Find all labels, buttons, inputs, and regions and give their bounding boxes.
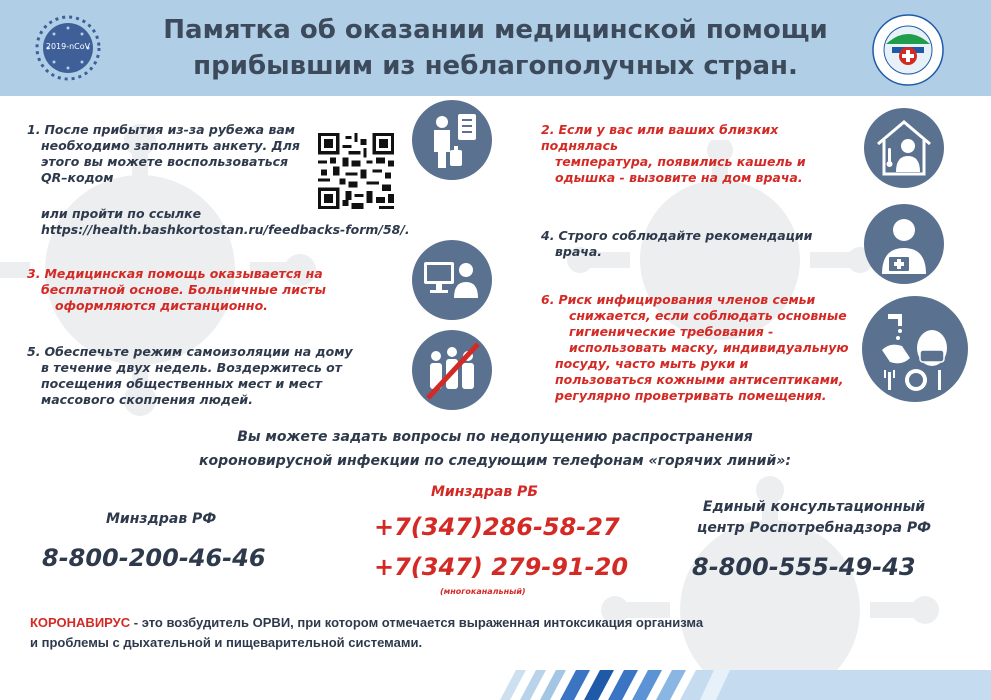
coronavirus-text-1: - это возбудитель ОРВИ, при котором отмечается выраженная интоксикация организма: [130, 615, 704, 630]
item-6: [541, 292, 861, 404]
item-5-line-2: в течение двух недель. Воздержитесь от: [41, 360, 343, 375]
coronavirus-note: [30, 613, 850, 653]
item-2-line-1: Если у вас или ваших близких поднялась: [541, 122, 779, 153]
minzdrav-rb-phone-1[interactable]: +7(347)286-58-27: [374, 513, 620, 541]
page-title: [130, 12, 861, 84]
item-1-line-3: этого вы можете воспользоваться: [41, 154, 289, 169]
item-1-number: 1.: [27, 122, 41, 137]
item-6-line-6: пользоваться кожными антисептиками,: [555, 372, 844, 387]
item-3-line-3: оформляются дистанционно.: [55, 298, 268, 313]
title-line-1: Памятка об оказании медицинской помощи: [163, 15, 828, 45]
item-6-line-3: гигиенические требования -: [569, 324, 774, 339]
item-6-line-4: использовать маску, индивидуальную: [569, 340, 849, 355]
doctor-medkit-icon: [864, 204, 944, 284]
item-2-number: 2.: [541, 122, 555, 137]
item-5-line-1: Обеспечьте режим самоизоляции на дому: [44, 344, 353, 359]
hotline-intro-line-1: Вы можете задать вопросы по недопущению распространения: [237, 429, 753, 445]
coronavirus-text-2: и проблемы с дыхательной и пищеварительной системами.: [30, 635, 423, 650]
decorative-stripes: [500, 670, 991, 700]
item-4-line-2: врача.: [555, 244, 603, 259]
hygiene-icon: [862, 296, 968, 402]
item-3-line-2: бесплатной основе. Больничные листы: [41, 282, 326, 297]
item-5: [27, 344, 387, 408]
item-1-extra-line-1: или пройти по ссылке: [41, 206, 202, 221]
minzdrav-rf-phone[interactable]: 8-800-200-46-46: [42, 544, 266, 572]
traveler-icon: [412, 100, 492, 180]
item-6-line-1: Риск инфицирования членов семьи: [558, 292, 816, 307]
item-3-line-1: Медицинская помощь оказывается на: [44, 266, 323, 281]
item-6-number: 6.: [541, 292, 555, 307]
item-6-line-2: снижается, если соблюдать основные: [569, 308, 847, 323]
telemedicine-icon: [412, 240, 492, 320]
item-5-line-3: посещения общественных мест и мест: [41, 376, 322, 391]
rospotrebnadzor-label: [678, 497, 950, 539]
item-5-number: 5.: [27, 344, 41, 359]
item-4-line-1: Строго соблюдайте рекомендации: [558, 228, 813, 243]
ministry-emblem-icon: [872, 14, 944, 86]
virus-logo-text: 2019-nCoV: [45, 42, 91, 51]
item-6-line-7: регулярно проветривать помещения.: [555, 388, 827, 403]
minzdrav-rb-label: Минздрав РБ: [431, 484, 538, 500]
ministry-logo: [872, 14, 944, 86]
item-5-line-4: массового скопления людей.: [41, 392, 253, 407]
rospotrebnadzor-label-line-1: Единый консультационный: [702, 499, 926, 515]
qr-code-icon[interactable]: [318, 133, 394, 209]
item-1-link-block: [41, 206, 421, 238]
item-1-line-1: После прибытия из-за рубежа вам: [44, 122, 296, 137]
hotline-intro-line-2: короновирусной инфекции по следующим телефонам «горячих линий»:: [199, 453, 791, 469]
item-3: [27, 266, 387, 314]
item-1: [27, 122, 317, 186]
item-1-line-4: QR–кодом: [41, 170, 114, 185]
item-4-number: 4.: [541, 228, 555, 243]
item-2-line-2: температура, появились кашель и: [555, 154, 806, 169]
item-6-line-5: посуду, часто мыть руки и: [555, 356, 749, 371]
title-line-2: прибывшим из неблагополучных стран.: [193, 51, 798, 81]
item-4: [541, 228, 841, 260]
rospotrebnadzor-phone[interactable]: 8-800-555-49-43: [692, 553, 916, 581]
minzdrav-rf-label: Минздрав РФ: [106, 511, 217, 527]
hotline-intro: [140, 425, 850, 473]
doctor-home-icon: [864, 108, 944, 188]
minzdrav-rb-phone-2[interactable]: +7(347) 279-91-20: [374, 553, 629, 581]
header-band: [0, 0, 991, 96]
no-crowds-icon: [412, 330, 492, 410]
item-2: [541, 122, 851, 186]
item-3-number: 3.: [27, 266, 41, 281]
coronavirus-keyword: КОРОНАВИРУС: [30, 615, 131, 630]
item-1-line-2: необходимо заполнить анкету. Для: [41, 138, 300, 153]
rospotrebnadzor-label-line-2: центр Роспотребнадзора РФ: [696, 520, 932, 536]
virus-logo: [34, 14, 102, 82]
feedback-form-link[interactable]: https://health.bashkortostan.ru/feedbacks-form/58/.: [41, 222, 410, 237]
item-2-line-3: одышка - вызовите на дом врача.: [555, 170, 803, 185]
minzdrav-rb-phone-note: (многоканальный): [440, 587, 526, 596]
